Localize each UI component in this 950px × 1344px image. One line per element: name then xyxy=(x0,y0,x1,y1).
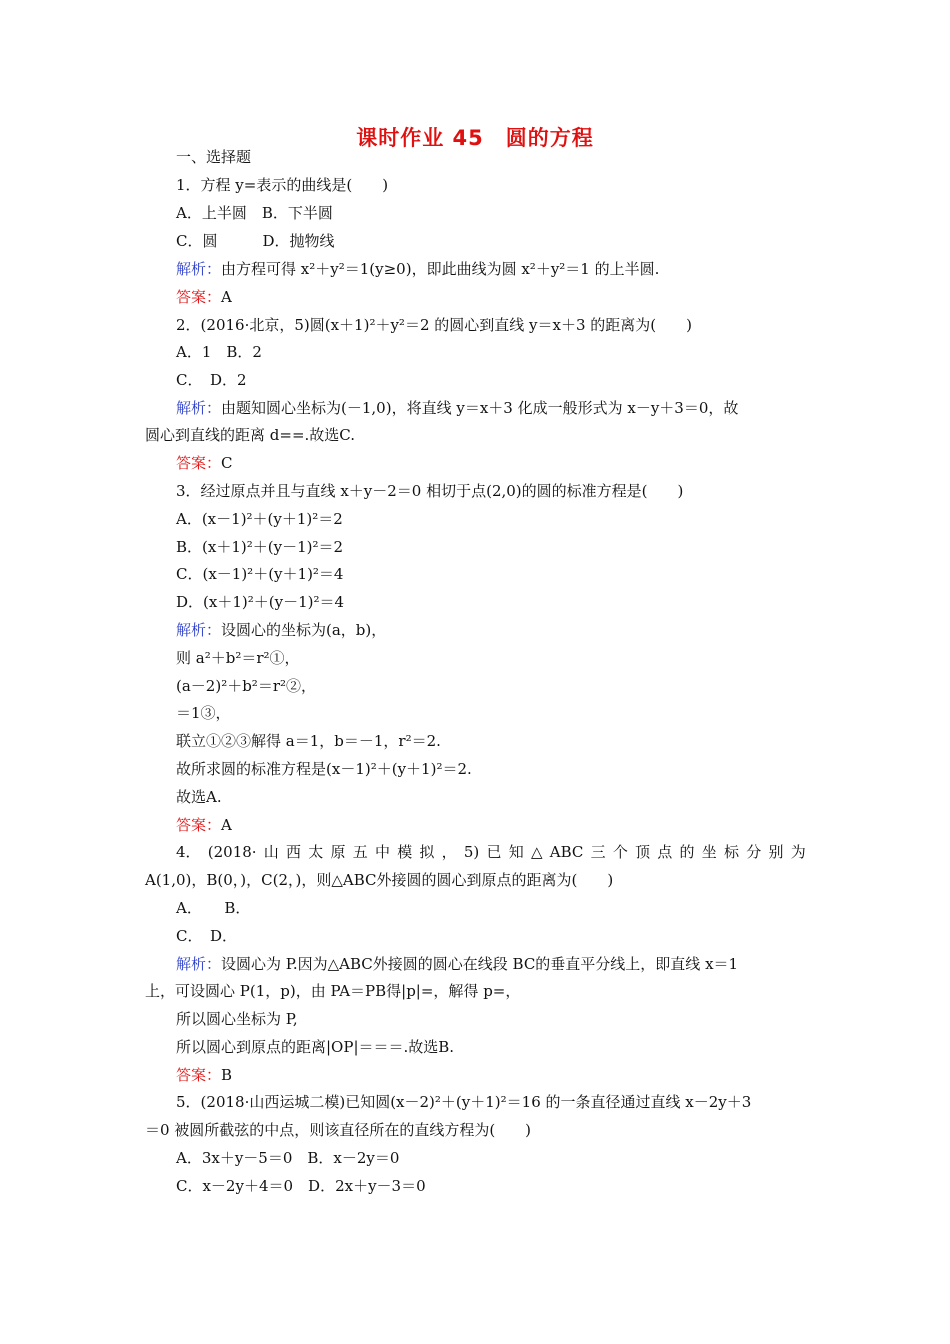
q4-stem-word: 太 xyxy=(308,843,324,861)
q4-stem-word: 山 xyxy=(263,843,279,861)
q5-stem-line-2: ＝0 被圆所截弦的中点，则该直径所在的直线方程为( ) xyxy=(145,1121,532,1139)
q3-step-2: (a－2)²＋b²＝r²②， xyxy=(176,677,317,695)
q1-options-ab: A．上半圆 B．下半圆 xyxy=(176,204,333,222)
q2-analysis xyxy=(176,398,738,418)
q4-stem-word: 4． xyxy=(176,843,201,861)
q3-answer xyxy=(176,815,232,835)
q1-answer-value: A xyxy=(221,288,232,306)
q3-analysis-text: 设圆心的坐标为(a，b)， xyxy=(221,621,387,639)
q4-stem-word: 模 xyxy=(397,843,413,861)
section-heading: 一、选择题 xyxy=(176,148,252,166)
q3-step-5: 故所求圆的标准方程是(x－1)²＋(y＋1)²＝2. xyxy=(176,760,472,778)
q4-stem-word: 别 xyxy=(768,843,784,861)
q4-answer-value: B xyxy=(221,1066,233,1084)
q2-answer xyxy=(176,453,233,473)
q4-stem-word: 标 xyxy=(724,843,740,861)
q4-stem-word: (2018· xyxy=(207,843,257,861)
q3-analysis xyxy=(176,620,386,640)
analysis-label: 解析： xyxy=(176,621,222,639)
q4-analysis-text-1: 设圆心为 P.因为△ABC外接圆的圆心在线段 BC的垂直平分线上，即直线 x＝1 xyxy=(221,955,739,973)
q4-stem-word: 三 xyxy=(590,843,606,861)
q4-step-1: 所以圆心坐标为 P, xyxy=(176,1010,298,1028)
q4-stem-word: 分 xyxy=(746,843,762,861)
q4-stem-word: 点 xyxy=(657,843,673,861)
q1-options-cd: C．圆 D．抛物线 xyxy=(176,232,335,250)
q4-options-cd: C． D． xyxy=(176,927,238,945)
analysis-label: 解析： xyxy=(176,399,222,417)
q3-option-d: D．(x＋1)²＋(y－1)²＝4 xyxy=(176,593,345,611)
q4-stem-word: 坐 xyxy=(701,843,717,861)
page-title: 课时作业 45 圆的方程 xyxy=(356,126,594,150)
q4-stem-word: 知 xyxy=(508,843,524,861)
q1-stem: 1．方程 y=表示的曲线是( ) xyxy=(176,176,389,194)
q2-options-ab: A．1 B．2 xyxy=(176,343,262,361)
q2-options-cd: C． D．2 xyxy=(176,371,247,389)
q4-options-ab: A． B． xyxy=(176,899,251,917)
q1-answer xyxy=(176,287,232,307)
q5-options-ab: A．3x＋y－5＝0 B．x－2y＝0 xyxy=(176,1149,400,1167)
q2-analysis-text-2: 圆心到直线的距离 d==.故选C. xyxy=(145,426,355,444)
q4-stem-word: △ xyxy=(530,843,543,861)
q3-stem: 3．经过原点并且与直线 x＋y－2＝0 相切于点(2,0)的圆的标准方程是( ) xyxy=(176,482,684,500)
q4-stem-word: 为 xyxy=(790,843,806,861)
q4-step-2: 所以圆心到原点的距离|OP|＝＝＝.故选B. xyxy=(176,1038,455,1056)
answer-label: 答案： xyxy=(176,288,222,306)
q4-stem-line-1 xyxy=(176,842,806,862)
q4-stem-word: 原 xyxy=(330,843,346,861)
q4-answer xyxy=(176,1065,232,1085)
q4-analysis xyxy=(176,954,738,974)
q4-stem-word: 5) xyxy=(463,843,480,861)
answer-label: 答案： xyxy=(176,454,222,472)
q4-stem-line-2: A(1,0)，B(0，)，C(2，)，则△ABC外接圆的圆心到原点的距离为( ) xyxy=(145,871,614,889)
q3-option-b: B．(x＋1)²＋(y－1)²＝2 xyxy=(176,538,344,556)
analysis-label: 解析： xyxy=(176,260,222,278)
q3-step-1: 则 a²＋b²＝r²①， xyxy=(176,649,300,667)
q3-option-c: C．(x－1)²＋(y＋1)²＝4 xyxy=(176,565,344,583)
q4-stem-word: 的 xyxy=(679,843,695,861)
q4-stem-word: 西 xyxy=(286,843,302,861)
q1-analysis-text: 由方程可得 x²＋y²＝1(y≥0)，即此曲线为圆 x²＋y²＝1 的上半圆. xyxy=(221,260,660,278)
q4-stem-word: 顶 xyxy=(635,843,651,861)
answer-label: 答案： xyxy=(176,1066,222,1084)
q4-stem-word: 拟 xyxy=(419,843,435,861)
q4-stem-word: 已 xyxy=(486,843,502,861)
q3-answer-value: A xyxy=(221,816,232,834)
analysis-label: 解析： xyxy=(176,955,222,973)
q4-stem-word: 五 xyxy=(352,843,368,861)
q4-stem-word: ABC xyxy=(549,843,584,861)
q3-step-3: ＝1③， xyxy=(176,704,231,722)
q5-stem-line-1: 5．(2018·山西运城二模)已知圆(x－2)²＋(y＋1)²＝16 的一条直径通过直线 x－2y＋3 xyxy=(176,1093,752,1111)
q5-options-cd: C．x－2y＋4＝0 D．2x＋y－3＝0 xyxy=(176,1177,426,1195)
q2-answer-value: C xyxy=(221,454,233,472)
q3-option-a: A．(x－1)²＋(y＋1)²＝2 xyxy=(176,510,343,528)
q4-analysis-text-2: 上，可设圆心 P(1，p)，由 PA＝PB得|p|=，解得 p=， xyxy=(145,982,521,1000)
q2-stem: 2．(2016·北京，5)圆(x＋1)²＋y²＝2 的圆心到直线 y＝x＋3 的距离为( ) xyxy=(176,316,692,334)
q1-analysis xyxy=(176,259,659,279)
q2-analysis-text-1: 由题知圆心坐标为(－1,0)，将直线 y＝x＋3 化成一般形式为 x－y＋3＝0，故 xyxy=(221,399,739,417)
answer-label: 答案： xyxy=(176,816,222,834)
q4-stem-word: 中 xyxy=(374,843,390,861)
q3-step-6: 故选A. xyxy=(176,788,222,806)
q3-step-4: 联立①②③解得 a＝1，b＝－1，r²＝2. xyxy=(176,732,441,750)
q4-stem-word: 个 xyxy=(612,843,628,861)
q4-stem-word: ， xyxy=(441,843,457,861)
